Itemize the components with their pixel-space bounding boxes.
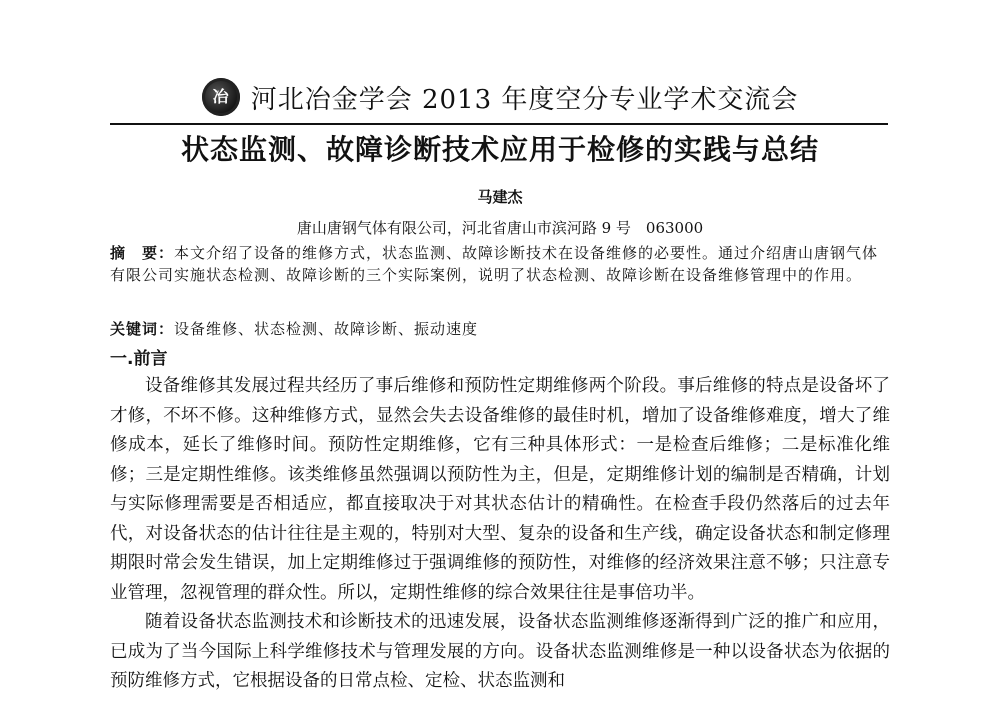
author-affiliation: 唐山唐钢气体有限公司，河北省唐山市滨河路 9 号 063000	[296, 219, 704, 237]
abstract-label: 摘 要：	[110, 244, 175, 262]
logo-mark: 冶	[212, 87, 229, 106]
paper-author: 马建杰	[477, 188, 523, 206]
paper-title: 状态监测、故障诊断技术应用于检修的实践与总结	[180, 133, 819, 166]
abstract	[110, 242, 888, 286]
body-text	[110, 372, 890, 697]
abstract-text: 本文介绍了设备的维修方式，状态监测、故障诊断技术在设备维修的必要性。通过介绍唐山唐钢气体有限公司实施状态检测、故障诊断的三个实际案例，说明了状态检测、故障诊断在设备维修管理中的作用。	[110, 244, 879, 284]
keywords-text: 设备维修、状态检测、故障诊断、振动速度	[174, 320, 479, 338]
body-paragraph: 随着设备状态监测技术和诊断技术的迅速发展，设备状态监测维修逐渐得到广泛的推广和应用，已成为了当今国际上科学维修技术与管理发展的方向。设备状态监测维修是一种以设备状态为依据的预防维修方式，它根据设备的日常点检、定检、状态监测和	[110, 612, 890, 691]
keywords	[110, 318, 888, 339]
keywords-label: 关键词：	[110, 320, 175, 338]
section-heading: 一.前言	[110, 349, 168, 369]
conference-title: 河北冶金学会 2013 年度空分专业学术交流会	[250, 84, 799, 115]
body-paragraph: 设备维修其发展过程共经历了事后维修和预防性定期维修两个阶段。事后维修的特点是设备坏了才修，不坏不修。这种维修方式，显然会失去设备维修的最佳时机，增加了设备维修难度，增大了维修成本，延长了维修时间。预防性定期维修，它有三种具体形式：一是检查后维修；二是标准化维修；三是定期性维修。该类维修虽然强调以预防性为主，但是，定期维修计划的编制是否精确，计划与实际修理需要是否相适应，都直接取决于对其状态估计的精确性。在检查手段仍然落后的过去年代，对设备状态的估计往往是主观的，特别对大型、复杂的设备和生产线，确定设备状态和制定修理期限时常会发生错误，加上定期维修过于强调维修的预防性，对维修的经济效果注意不够；只注意专业管理，忽视管理的群众性。所以，定期性维修的综合效果往往是事倍功半。	[110, 376, 890, 603]
conference-header	[0, 78, 1000, 118]
society-logo	[202, 78, 240, 116]
header-rule	[110, 123, 888, 125]
